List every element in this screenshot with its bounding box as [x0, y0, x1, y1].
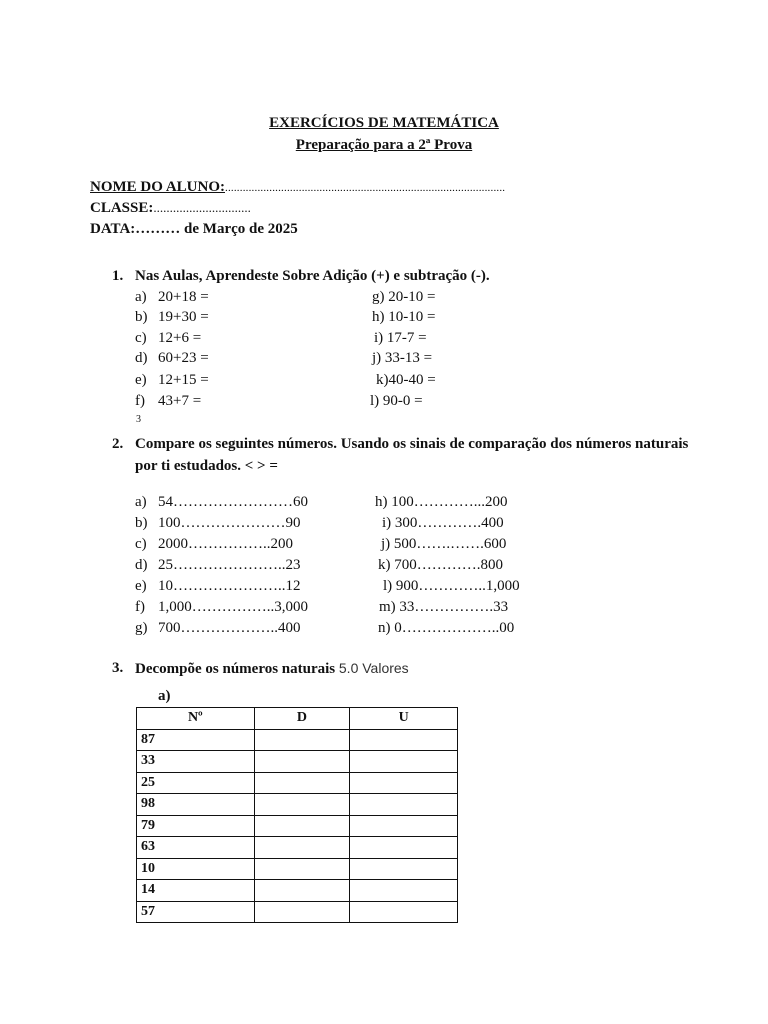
student-date-dots: ……… [135, 221, 181, 237]
table-cell-tens[interactable] [254, 858, 350, 880]
q1-item-e [135, 372, 209, 389]
table-cell-units[interactable] [350, 729, 458, 751]
q2-item-m: m) 33…………….33 [379, 599, 509, 615]
q2-item-expr: 54……………………60 [158, 494, 308, 510]
q1-item-label: f) [135, 393, 145, 409]
q1-stray-mark: 3 [136, 414, 141, 425]
table-cell-number: 79 [137, 815, 255, 837]
table-row [137, 772, 458, 794]
table-cell-tens[interactable] [254, 729, 350, 751]
table-cell-units[interactable] [350, 815, 458, 837]
q2-item-label: d) [135, 557, 148, 573]
q1-item-l: l) 90-0 = [370, 393, 423, 409]
page-title: EXERCÍCIOS DE MATEMÁTICA [269, 115, 499, 131]
q2-item-d [135, 557, 301, 574]
q2-item-label: c) [135, 536, 147, 552]
table-cell-number: 25 [137, 772, 255, 794]
q2-item-a [135, 494, 308, 511]
table-cell-tens[interactable] [254, 751, 350, 773]
table-cell-number: 33 [137, 751, 255, 773]
student-class-label: CLASSE: [90, 200, 154, 216]
q2-item-label: e) [135, 578, 147, 594]
student-date-line [90, 221, 298, 238]
q2-item-expr: 10…………………..12 [158, 578, 301, 594]
table-row [137, 751, 458, 773]
q2-item-e [135, 578, 301, 595]
student-name-line [90, 179, 505, 196]
q1-item-h: h) 10-10 = [372, 309, 436, 325]
table-cell-tens[interactable] [254, 901, 350, 923]
q1-item-label: b) [135, 309, 148, 325]
table-header-tens: D [254, 708, 350, 730]
student-name-dots: ............................................................................................... [225, 182, 506, 194]
table-row [137, 901, 458, 923]
q2-item-g [135, 620, 301, 637]
table-cell-number: 63 [137, 837, 255, 859]
q1-item-f [135, 393, 202, 410]
student-class-dots: .............................. [153, 200, 251, 215]
table-cell-tens[interactable] [254, 815, 350, 837]
q3-number: 3. [112, 660, 124, 676]
q2-item-j: j) 500…….…….600 [381, 536, 507, 552]
q2-item-label: b) [135, 515, 148, 531]
q1-item-expr: 43+7 = [158, 393, 202, 409]
q1-item-label: c) [135, 330, 147, 346]
q2-text-line2: por ti estudados. < > = [135, 458, 278, 474]
table-row [137, 880, 458, 902]
q1-item-c [135, 330, 202, 347]
table-cell-number: 57 [137, 901, 255, 923]
q2-number: 2. [112, 436, 124, 452]
q2-item-expr: 1,000……………..3,000 [158, 599, 308, 615]
q3-text: Decompõe os números naturais [135, 661, 336, 677]
table-cell-number: 14 [137, 880, 255, 902]
table-header-number: Nº [137, 708, 255, 730]
q2-item-label: g) [135, 620, 148, 636]
q2-item-f [135, 599, 308, 616]
q2-item-k: k) 700………….800 [378, 557, 503, 573]
q2-item-label: f) [135, 599, 145, 615]
table-cell-units[interactable] [350, 794, 458, 816]
student-name-label: NOME DO ALUNO: [90, 179, 225, 195]
table-cell-number: 87 [137, 729, 255, 751]
table-cell-units[interactable] [350, 880, 458, 902]
q2-item-c [135, 536, 293, 553]
table-cell-tens[interactable] [254, 794, 350, 816]
table-row [137, 858, 458, 880]
table-row [137, 815, 458, 837]
q2-item-expr: 700………………..400 [158, 620, 301, 636]
q2-item-i: i) 300………….400 [382, 515, 504, 531]
q2-item-expr: 25…………………..23 [158, 557, 301, 573]
q3-points: 5.0 Valores [338, 660, 409, 676]
q1-item-d [135, 350, 209, 367]
table-cell-units[interactable] [350, 751, 458, 773]
q2-item-l: l) 900…………..1,000 [383, 578, 520, 594]
q1-item-b [135, 309, 209, 326]
q1-item-k: k)40-40 = [376, 372, 436, 388]
q2-item-n: n) 0………………..00 [378, 620, 515, 636]
student-class-line [90, 200, 251, 217]
q2-text-line1: Compare os seguintes números. Usando os sinais de comparação dos números naturais [135, 436, 689, 452]
table-row [137, 837, 458, 859]
table-cell-units[interactable] [350, 837, 458, 859]
table-cell-units[interactable] [350, 772, 458, 794]
q1-text: Nas Aulas, Aprendeste Sobre Adição (+) e subtração (-). [135, 268, 490, 284]
q1-item-expr: 12+15 = [158, 372, 209, 388]
q3-sub-label: a) [158, 688, 171, 704]
q2-item-b [135, 515, 301, 532]
decomposition-table [136, 707, 458, 923]
q3-text-line [135, 660, 409, 678]
q1-item-label: a) [135, 289, 147, 305]
q1-item-a [135, 289, 209, 306]
table-cell-tens[interactable] [254, 880, 350, 902]
q2-item-label: a) [135, 494, 147, 510]
table-cell-number: 10 [137, 858, 255, 880]
table-cell-tens[interactable] [254, 837, 350, 859]
q1-item-expr: 60+23 = [158, 350, 209, 366]
table-header-row [137, 708, 458, 730]
table-header-units: U [350, 708, 458, 730]
q1-item-label: e) [135, 372, 147, 388]
student-date-rest: de Março de 2025 [180, 221, 298, 237]
table-row [137, 794, 458, 816]
q1-item-expr: 19+30 = [158, 309, 209, 325]
q1-item-i: i) 17-7 = [374, 330, 427, 346]
q1-item-label: d) [135, 350, 148, 366]
q2-item-h: h) 100…………...200 [375, 494, 508, 510]
table-row [137, 729, 458, 751]
q2-item-expr: 100…………………90 [158, 515, 301, 531]
table-cell-number: 98 [137, 794, 255, 816]
q1-item-expr: 20+18 = [158, 289, 209, 305]
q1-item-g: g) 20-10 = [372, 289, 436, 305]
q1-number: 1. [112, 268, 124, 284]
table-cell-units[interactable] [350, 901, 458, 923]
q1-item-expr: 12+6 = [158, 330, 202, 346]
table-cell-units[interactable] [350, 858, 458, 880]
q1-item-j: j) 33-13 = [372, 350, 433, 366]
q2-item-expr: 2000……………..200 [158, 536, 293, 552]
page-subtitle: Preparação para a 2ª Prova [295, 137, 473, 153]
student-date-label: DATA: [90, 221, 136, 237]
table-cell-tens[interactable] [254, 772, 350, 794]
